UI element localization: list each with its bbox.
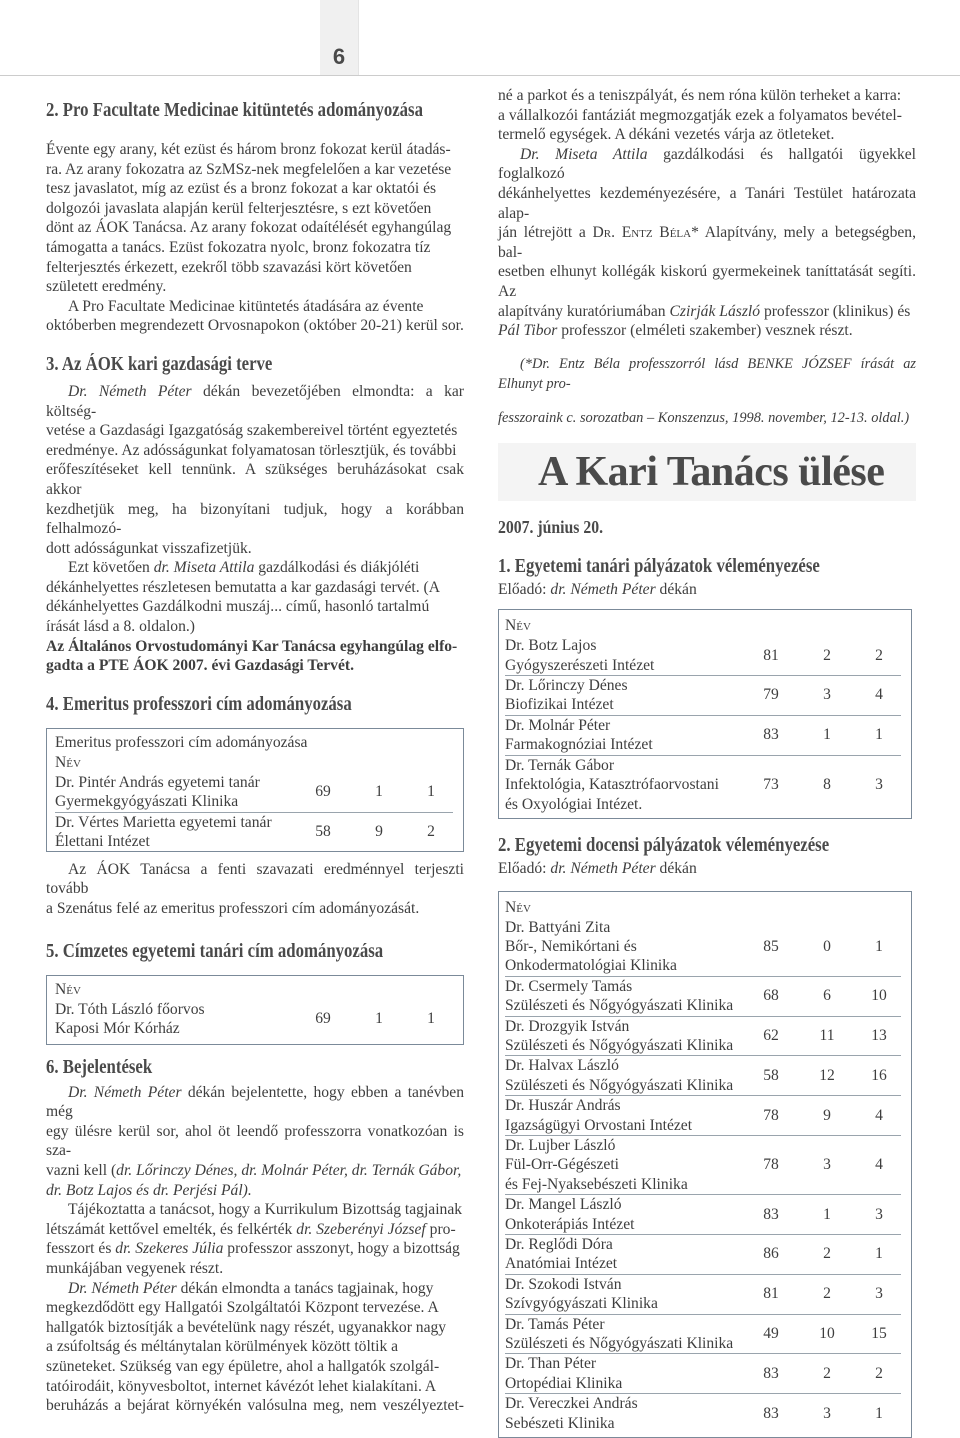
text-line: felterjesztés érkezett, ezekről több szavazási kört követően bbox=[46, 258, 412, 276]
text-segment: * Alapítvány, mely a betegségben, bal- bbox=[498, 224, 917, 261]
text-line: dolgozói javaslata alapján kerül felterjesztésre, s ezt követően bbox=[46, 199, 432, 217]
votes-no: 9 bbox=[375, 823, 383, 841]
row-name-line: Farmakognóziai Intézet bbox=[505, 736, 653, 754]
text-line bbox=[46, 460, 464, 499]
row-name-line: Dr. Mangel László bbox=[505, 1196, 622, 1214]
text-segment: írását lásd a 8. oldalon.) bbox=[46, 618, 195, 636]
votes-abstain: 15 bbox=[871, 1325, 887, 1343]
table-row bbox=[55, 1000, 453, 1039]
text-segment: esetben elhunyt kollégák kiskorú gyermekeinek taníttatását segíti. Az bbox=[498, 263, 916, 300]
text-segment: dékán bevezetőjében elmondta: a kar költség- bbox=[46, 382, 464, 420]
table-row bbox=[55, 813, 453, 852]
row-name-line: Sebészeti Klinika bbox=[505, 1414, 615, 1432]
left-column bbox=[46, 86, 464, 1416]
titular-vote-table bbox=[55, 1000, 453, 1039]
row-name-line: Anatómiai Intézet bbox=[505, 1255, 618, 1273]
row-name-line: Onkodermatológiai Klinika bbox=[505, 957, 677, 975]
row-name-line: Szülészeti és Nőgyógyászati Klinika bbox=[505, 1335, 734, 1353]
votes-no: 9 bbox=[823, 1106, 831, 1124]
emeritus-vote-box bbox=[46, 728, 464, 852]
votes-no: 1 bbox=[375, 783, 383, 801]
table-row bbox=[505, 977, 901, 1017]
row-name-line: Dr. Molnár Péter bbox=[505, 716, 611, 734]
text-segment: munkájában vegyenek részt. bbox=[46, 1259, 224, 1277]
votes-no: 0 bbox=[823, 937, 831, 955]
text-line bbox=[46, 1318, 464, 1338]
text-line: született eredmény. bbox=[46, 278, 167, 296]
votes-abstain: 2 bbox=[875, 646, 883, 664]
votes-yes: 58 bbox=[763, 1066, 779, 1084]
row-name-line: Biofizikai Intézet bbox=[505, 696, 614, 714]
footnote-line: (*Dr. Entz Béla professzorról lásd BENKE JÓZSEF írását az Elhunyt pro- bbox=[498, 356, 916, 392]
text-segment: létszámát kettővel emelték, és felkérték bbox=[46, 1220, 297, 1238]
text-segment: a zsúfoltság és méltánytalan körülmények között töltik a bbox=[46, 1338, 399, 1356]
meeting-date: 2007. június 20. bbox=[498, 516, 604, 537]
votes-no: 2 bbox=[823, 1364, 831, 1382]
section-3-title: 3. Az ÁOK kari gazdasági terve bbox=[46, 353, 273, 375]
text-line bbox=[498, 302, 916, 322]
votes-yes: 49 bbox=[763, 1325, 779, 1343]
text-segment: ján létrejött a bbox=[498, 224, 593, 242]
row-name-line: Dr. Tamás Péter bbox=[505, 1315, 605, 1333]
person-name: Dr. Miseta Attila bbox=[520, 145, 648, 163]
row-name-line: Onkoterápiás Intézet bbox=[505, 1215, 635, 1233]
row-name-line: Dr. Lőrinczy Dénes bbox=[505, 677, 628, 695]
row-name-cell bbox=[505, 1017, 745, 1056]
text-segment: gazdálkodási és hallgatói ügyekkel foglalkozó bbox=[498, 145, 916, 183]
text-segment: dékán elmondta a tanács tagjainak, hogy bbox=[176, 1279, 434, 1297]
foundation-paragraph bbox=[498, 145, 916, 341]
table-row bbox=[505, 676, 901, 716]
table-row bbox=[505, 1235, 901, 1275]
text-segment: beruházás a bejárat környékén valósulna meg, nem veszélyeztet- bbox=[46, 1397, 464, 1415]
text-segment: vazni kell ( bbox=[46, 1162, 117, 1179]
votes-yes: 83 bbox=[763, 1404, 779, 1422]
text-line bbox=[46, 421, 464, 441]
votes-yes: 79 bbox=[763, 686, 779, 704]
votes-no: 2 bbox=[823, 646, 831, 664]
council-meeting-title: A Kari Tanács ülése bbox=[498, 443, 916, 501]
text-segment: szüneteket. Szükség van egy épületre, ahol a hallgatók szolgál- bbox=[46, 1357, 440, 1375]
footnote bbox=[498, 355, 916, 428]
row-name-line: Szülészeti és Nőgyógyászati Klinika bbox=[505, 997, 734, 1015]
text-line: októberben megrendezett Orvosnapokon (október 20-21) kerül sor. bbox=[46, 317, 464, 335]
text-segment: dékán bejelentette, hogy ebben a tanévben még bbox=[46, 1083, 465, 1121]
page-number-tab bbox=[320, 0, 359, 76]
person-name: Pál Tibor bbox=[498, 322, 558, 340]
row-name-line: Dr. Lujber László bbox=[505, 1136, 616, 1154]
row-name-cell bbox=[505, 1096, 745, 1135]
text-line: tesz javaslatot, míg az ezüst és a bronz fokozat a kar oktatói és bbox=[46, 180, 437, 198]
table-row bbox=[505, 1056, 901, 1096]
votes-abstain: 13 bbox=[871, 1026, 887, 1044]
person-name: Czirják László bbox=[669, 302, 761, 320]
text-segment: professzor (klinikus) és bbox=[760, 302, 911, 320]
row-name-line: Dr. Csermely Tamás bbox=[505, 977, 633, 995]
row-name-cell bbox=[505, 1195, 745, 1234]
votes-abstain: 10 bbox=[871, 987, 887, 1005]
text-segment: hallgatók biztosítják a bevételünk nagy részét, ugyanakkor nagy bbox=[46, 1318, 447, 1336]
person-name: Dr. Németh Péter bbox=[68, 1083, 182, 1101]
professor-vote-table bbox=[505, 636, 901, 814]
section-6-title: 6. Bejelentések bbox=[46, 1056, 153, 1078]
votes-abstain: 3 bbox=[875, 1285, 883, 1303]
votes-no: 1 bbox=[823, 1205, 831, 1223]
row-name-line: Dr. Ternák Gábor bbox=[505, 756, 615, 774]
text-segment: a vállalkozói fantáziát megmozgatják ezek a folyamatos bevétel- bbox=[498, 106, 902, 124]
votes-no: 3 bbox=[823, 686, 831, 704]
table-row bbox=[505, 756, 901, 814]
votes-no: 1 bbox=[375, 1010, 383, 1028]
table-row bbox=[505, 1394, 901, 1433]
text-line bbox=[46, 1377, 464, 1397]
text-segment: dékánhelyettes részletesen bemutatta a kar gazdasági tervét. (A bbox=[46, 578, 440, 596]
page-number: 6 bbox=[332, 44, 346, 69]
table-row bbox=[505, 1096, 901, 1136]
row-name-cell bbox=[505, 676, 745, 715]
votes-abstain: 1 bbox=[875, 1404, 883, 1422]
section-4-title: 4. Emeritus professzori cím adományozása bbox=[46, 693, 352, 715]
section-6-para-2 bbox=[46, 1200, 464, 1278]
row-name-line: Kaposi Mór Kórház bbox=[55, 1020, 180, 1038]
person-name: dr. Botz Lajos és dr. Perjési Pál). bbox=[46, 1181, 252, 1199]
name-column-header: Név bbox=[55, 980, 81, 998]
text-line: támogatta a tanács. Ezüst fokozatra nyolc, bronz fokozatra tíz bbox=[46, 238, 431, 256]
votes-yes: 69 bbox=[315, 1010, 331, 1028]
row-name-cell bbox=[55, 1000, 297, 1039]
votes-yes: 68 bbox=[763, 987, 779, 1005]
text-segment: pro- bbox=[425, 1220, 456, 1238]
text-line: gadta a PTE ÁOK 2007. évi Gazdasági Tervét. bbox=[46, 657, 354, 675]
text-line bbox=[46, 597, 464, 617]
section-3-para-1 bbox=[46, 382, 464, 558]
docent-applications-title: 2. Egyetemi docensi pályázatok véleményezése bbox=[498, 834, 830, 856]
row-name-line: Élettani Intézet bbox=[55, 833, 150, 851]
text-line bbox=[46, 1220, 464, 1240]
votes-no: 2 bbox=[823, 1285, 831, 1303]
row-name-line: Dr. Vereczkei András bbox=[505, 1395, 638, 1413]
row-name-line: Infektológia, Katasztrófaorvostani bbox=[505, 776, 719, 794]
text-segment: né a parkot és a teniszpályát, és nem róna külön terheket a karra: bbox=[498, 87, 902, 104]
text-segment: termelő egységek. A dékáni vezetés várja az ötleteket. bbox=[498, 126, 835, 144]
row-name-cell bbox=[55, 813, 297, 852]
table-row bbox=[505, 1017, 901, 1057]
row-name-line: Dr. Huszár András bbox=[505, 1097, 621, 1115]
name-column-header: Név bbox=[505, 898, 531, 916]
votes-yes: 69 bbox=[315, 783, 331, 801]
votes-yes: 83 bbox=[763, 1364, 779, 1382]
row-name-line: Dr. Halvax László bbox=[505, 1057, 619, 1075]
text-line: A Pro Facultate Medicinae kitüntetés átadására az évente bbox=[68, 297, 424, 315]
text-segment: megkezdődött egy Hallgatói Szolgáltatói Központ tervezése. A bbox=[46, 1299, 439, 1317]
votes-yes: 58 bbox=[315, 823, 331, 841]
row-name-cell bbox=[505, 1315, 745, 1354]
row-name-line: Dr. Reglődi Dóra bbox=[505, 1236, 613, 1254]
table-row bbox=[505, 1136, 901, 1195]
votes-no: 11 bbox=[819, 1026, 835, 1044]
text-line bbox=[498, 145, 916, 184]
votes-no: 2 bbox=[823, 1245, 831, 1263]
votes-no: 3 bbox=[823, 1404, 831, 1422]
row-name-line: Igazságügyi Orvostani Intézet bbox=[505, 1116, 693, 1134]
row-name-line: Dr. Vértes Marietta egyetemi tanár bbox=[55, 813, 272, 831]
votes-abstain: 4 bbox=[875, 1156, 883, 1174]
text-line bbox=[498, 184, 916, 223]
text-segment: dékánhelyettes Gazdálkodni muszáj... című, hasonló tartalmú bbox=[46, 598, 430, 616]
text-line bbox=[46, 1279, 464, 1299]
header-rule bbox=[0, 75, 960, 76]
row-name-cell bbox=[505, 1235, 745, 1274]
text-segment: erőfeszítéseket kell tennünk. A szükséges beruházásokat csak akkor bbox=[46, 461, 464, 498]
text-line bbox=[498, 321, 916, 341]
votes-abstain: 2 bbox=[427, 823, 435, 841]
table-row bbox=[505, 716, 901, 756]
row-name-cell bbox=[505, 1136, 745, 1194]
text-line bbox=[46, 1122, 464, 1161]
row-name-cell bbox=[505, 918, 745, 976]
table-row bbox=[55, 773, 453, 813]
row-name-line: Ortopédiai Klinika bbox=[505, 1374, 623, 1392]
text-line bbox=[46, 1161, 464, 1181]
text-segment: dott adósságunkat visszafizetjük. bbox=[46, 539, 252, 557]
professor-vote-box bbox=[498, 609, 912, 819]
row-name-cell bbox=[55, 773, 297, 812]
votes-abstain: 3 bbox=[875, 775, 883, 793]
emeritus-box-title: Emeritus professzori cím adományozása bbox=[55, 733, 308, 751]
table-row bbox=[505, 1315, 901, 1355]
text-segment: dékánhelyettes kezdeményezésére, a Tanári Testület határozata alap- bbox=[498, 184, 916, 222]
votes-abstain: 1 bbox=[427, 783, 435, 801]
section-2-body-2 bbox=[46, 297, 464, 336]
votes-no: 8 bbox=[823, 775, 831, 793]
row-name-cell bbox=[505, 977, 745, 1016]
emeritus-vote-table bbox=[55, 773, 453, 852]
text-line: Az ÁOK Tanácsa a fenti szavazati eredménnyel terjeszti tovább bbox=[46, 860, 464, 898]
votes-abstain: 4 bbox=[875, 686, 883, 704]
table-row bbox=[505, 918, 901, 977]
row-name-line: Dr. Drozgyik István bbox=[505, 1017, 630, 1035]
row-name-line: Gyógyszerészeti Intézet bbox=[505, 656, 655, 674]
text-line: a Szenátus felé az emeritus professzori cím adományozását. bbox=[46, 900, 420, 918]
row-name-line: Fül-Orr-Gégészeti bbox=[505, 1156, 619, 1174]
votes-abstain: 1 bbox=[875, 726, 883, 744]
votes-yes: 73 bbox=[763, 775, 779, 793]
votes-abstain: 1 bbox=[875, 1245, 883, 1263]
votes-abstain: 1 bbox=[875, 937, 883, 955]
person-name: dr. Szeberényi József bbox=[296, 1220, 426, 1238]
votes-yes: 85 bbox=[763, 937, 779, 955]
row-name-cell bbox=[505, 716, 745, 755]
table-row bbox=[505, 1354, 901, 1394]
person-name: Dr. Németh Péter bbox=[68, 382, 192, 400]
person-name: dr. Miseta Attila bbox=[153, 559, 255, 577]
text-line bbox=[498, 262, 916, 301]
text-segment: tatóirodáit, könyvesboltot, internet kávézót lehet kialakítani. A bbox=[46, 1377, 437, 1395]
section-6-para-1 bbox=[46, 1083, 464, 1201]
text-line: Évente egy arany, két ezüst és három bronz fokozat kerül átadás- bbox=[46, 141, 451, 158]
section-2-body bbox=[46, 140, 464, 297]
text-line bbox=[46, 1083, 464, 1122]
row-name-line: Dr. Pintér András egyetemi tanár bbox=[55, 773, 260, 791]
row-name-line: Bőr-, Nemikórtani és bbox=[505, 937, 637, 955]
row-name-line: Szívgyógyászati Klinika bbox=[505, 1295, 658, 1313]
text-line bbox=[46, 558, 464, 578]
docent-vote-box bbox=[498, 891, 912, 1438]
text-segment: fesszort és bbox=[46, 1240, 116, 1258]
text-segment: alapítvány kuratóriumában bbox=[498, 302, 670, 320]
text-line bbox=[498, 106, 916, 126]
row-name-line: és Fej-Nyaksebészeti Klinika bbox=[505, 1175, 688, 1193]
votes-yes: 83 bbox=[763, 726, 779, 744]
row-name-line: Gyermekgyógyászati Klinika bbox=[55, 793, 239, 811]
row-name-line: Szülészeti és Nőgyógyászati Klinika bbox=[505, 1076, 734, 1094]
person-name: dr. Lőrinczy Dénes, dr. Molnár Péter, dr. Ternák Gábor, bbox=[116, 1162, 462, 1179]
row-name-line: Dr. Than Péter bbox=[505, 1355, 597, 1373]
docent-vote-table bbox=[505, 918, 901, 1434]
text-segment: egy ülésre kerül sor, ahol öt leendő professzorra vonatkozóan is sza- bbox=[46, 1122, 464, 1160]
row-name-cell bbox=[505, 1056, 745, 1095]
row-name-cell bbox=[505, 1394, 745, 1433]
text-line bbox=[46, 1396, 464, 1416]
votes-no: 6 bbox=[823, 987, 831, 1005]
titular-vote-box bbox=[46, 975, 464, 1045]
section-2-title: 2. Pro Facultate Medicinae kitüntetés adományozása bbox=[46, 100, 423, 121]
votes-no: 10 bbox=[819, 1325, 835, 1343]
name-column-header: Név bbox=[55, 753, 81, 771]
name-column-header: Név bbox=[505, 617, 531, 635]
person-name: Dr. Németh Péter bbox=[68, 1279, 177, 1297]
text-segment: gazdálkodási és diákjóléti bbox=[254, 559, 420, 577]
text-line bbox=[46, 578, 464, 598]
text-line bbox=[46, 1337, 464, 1357]
votes-abstain: 16 bbox=[871, 1066, 887, 1084]
footnote-line: fesszoraink c. sorozatban – Konszenzus, 1998. november, 12-13. oldal.) bbox=[498, 409, 910, 426]
text-line bbox=[46, 441, 464, 461]
section-3-resolution bbox=[46, 637, 464, 676]
votes-yes: 81 bbox=[763, 1285, 779, 1303]
text-segment: Ezt követően bbox=[68, 559, 154, 577]
text-line bbox=[46, 500, 464, 539]
section-5-title: 5. Címzetes egyetemi tanári cím adományozása bbox=[46, 940, 384, 962]
text-line bbox=[46, 1357, 464, 1377]
votes-yes: 83 bbox=[763, 1205, 779, 1223]
text-segment: kezdhetjük meg, ha bizonyítani tudjuk, hogy a korábban felhalmozó- bbox=[46, 500, 464, 538]
text-segment: Tájékoztatta a tanácsot, hogy a Kurrikulum Bizottság tagjainak bbox=[68, 1201, 463, 1219]
text-line bbox=[46, 1181, 464, 1201]
row-name-cell bbox=[505, 1354, 745, 1393]
votes-no: 12 bbox=[819, 1066, 835, 1084]
text-line bbox=[498, 223, 916, 262]
text-segment: professzor (elméleti szakember) vesznek részt. bbox=[557, 322, 853, 340]
table-row bbox=[505, 1275, 901, 1315]
votes-abstain: 1 bbox=[427, 1010, 435, 1028]
text-line bbox=[46, 382, 464, 421]
row-name-cell bbox=[505, 636, 745, 675]
section-6-para-3 bbox=[46, 1279, 464, 1416]
votes-no: 3 bbox=[823, 1156, 831, 1174]
continued-text bbox=[498, 86, 916, 145]
text-line bbox=[498, 86, 916, 106]
row-name-line: Dr. Szokodi István bbox=[505, 1275, 622, 1293]
votes-yes: 62 bbox=[763, 1026, 779, 1044]
votes-abstain: 3 bbox=[875, 1205, 883, 1223]
votes-no: 1 bbox=[823, 726, 831, 744]
section-4-after-text bbox=[46, 860, 464, 919]
row-name-line: Szülészeti és Nőgyógyászati Klinika bbox=[505, 1036, 734, 1054]
table-row bbox=[505, 636, 901, 676]
right-column bbox=[498, 86, 916, 1438]
text-line bbox=[46, 1298, 464, 1318]
professor-applications-title: 1. Egyetemi tanári pályázatok véleményezése bbox=[498, 555, 820, 577]
row-name-line: és Oxyológiai Intézet. bbox=[505, 795, 643, 813]
table-row bbox=[505, 1195, 901, 1235]
text-line bbox=[498, 125, 916, 145]
votes-yes: 78 bbox=[763, 1106, 779, 1124]
votes-abstain: 4 bbox=[875, 1106, 883, 1124]
text-line bbox=[46, 1259, 464, 1279]
text-line: dönt az ÁOK Tanácsa. Az arany fokozat odaítélését egyhangúlag bbox=[46, 219, 452, 237]
row-name-line: Dr. Battyáni Zita bbox=[505, 918, 611, 936]
votes-yes: 78 bbox=[763, 1156, 779, 1174]
text-segment: Dr. Entz Béla bbox=[592, 224, 692, 242]
votes-yes: 81 bbox=[763, 646, 779, 664]
text-segment: vetése a Gazdasági Igazgatóság szakembereivel történt egyeztetés bbox=[46, 422, 458, 440]
text-line bbox=[46, 1200, 464, 1220]
row-name-line: Dr. Botz Lajos bbox=[505, 637, 597, 655]
presenter-line: Előadó: dr. Németh Péter dékán bbox=[498, 580, 697, 598]
text-segment: professzor asszonyt, hogy a bizottság bbox=[223, 1240, 460, 1258]
row-name-cell bbox=[505, 756, 745, 814]
text-line bbox=[46, 1239, 464, 1259]
text-segment: eredménye. Az adósságunkat folyamatosan törlesztjük, és további bbox=[46, 441, 457, 459]
votes-abstain: 2 bbox=[875, 1364, 883, 1382]
text-line: Az Általános Orvostudományi Kar Tanácsa egyhangúlag elfo- bbox=[46, 637, 458, 655]
section-3-para-2 bbox=[46, 558, 464, 636]
votes-yes: 86 bbox=[763, 1245, 779, 1263]
person-name: dr. Szekeres Júlia bbox=[115, 1240, 224, 1258]
presenter-line: Előadó: dr. Németh Péter dékán bbox=[498, 859, 697, 877]
text-line: ra. Az arany fokozatra az SzMSz-nek megfelelően a kar vezetése bbox=[46, 160, 452, 178]
row-name-cell bbox=[505, 1275, 745, 1314]
text-line bbox=[46, 539, 464, 559]
text-line bbox=[46, 617, 464, 637]
row-name-line: Dr. Tóth László főorvos bbox=[55, 1000, 205, 1018]
